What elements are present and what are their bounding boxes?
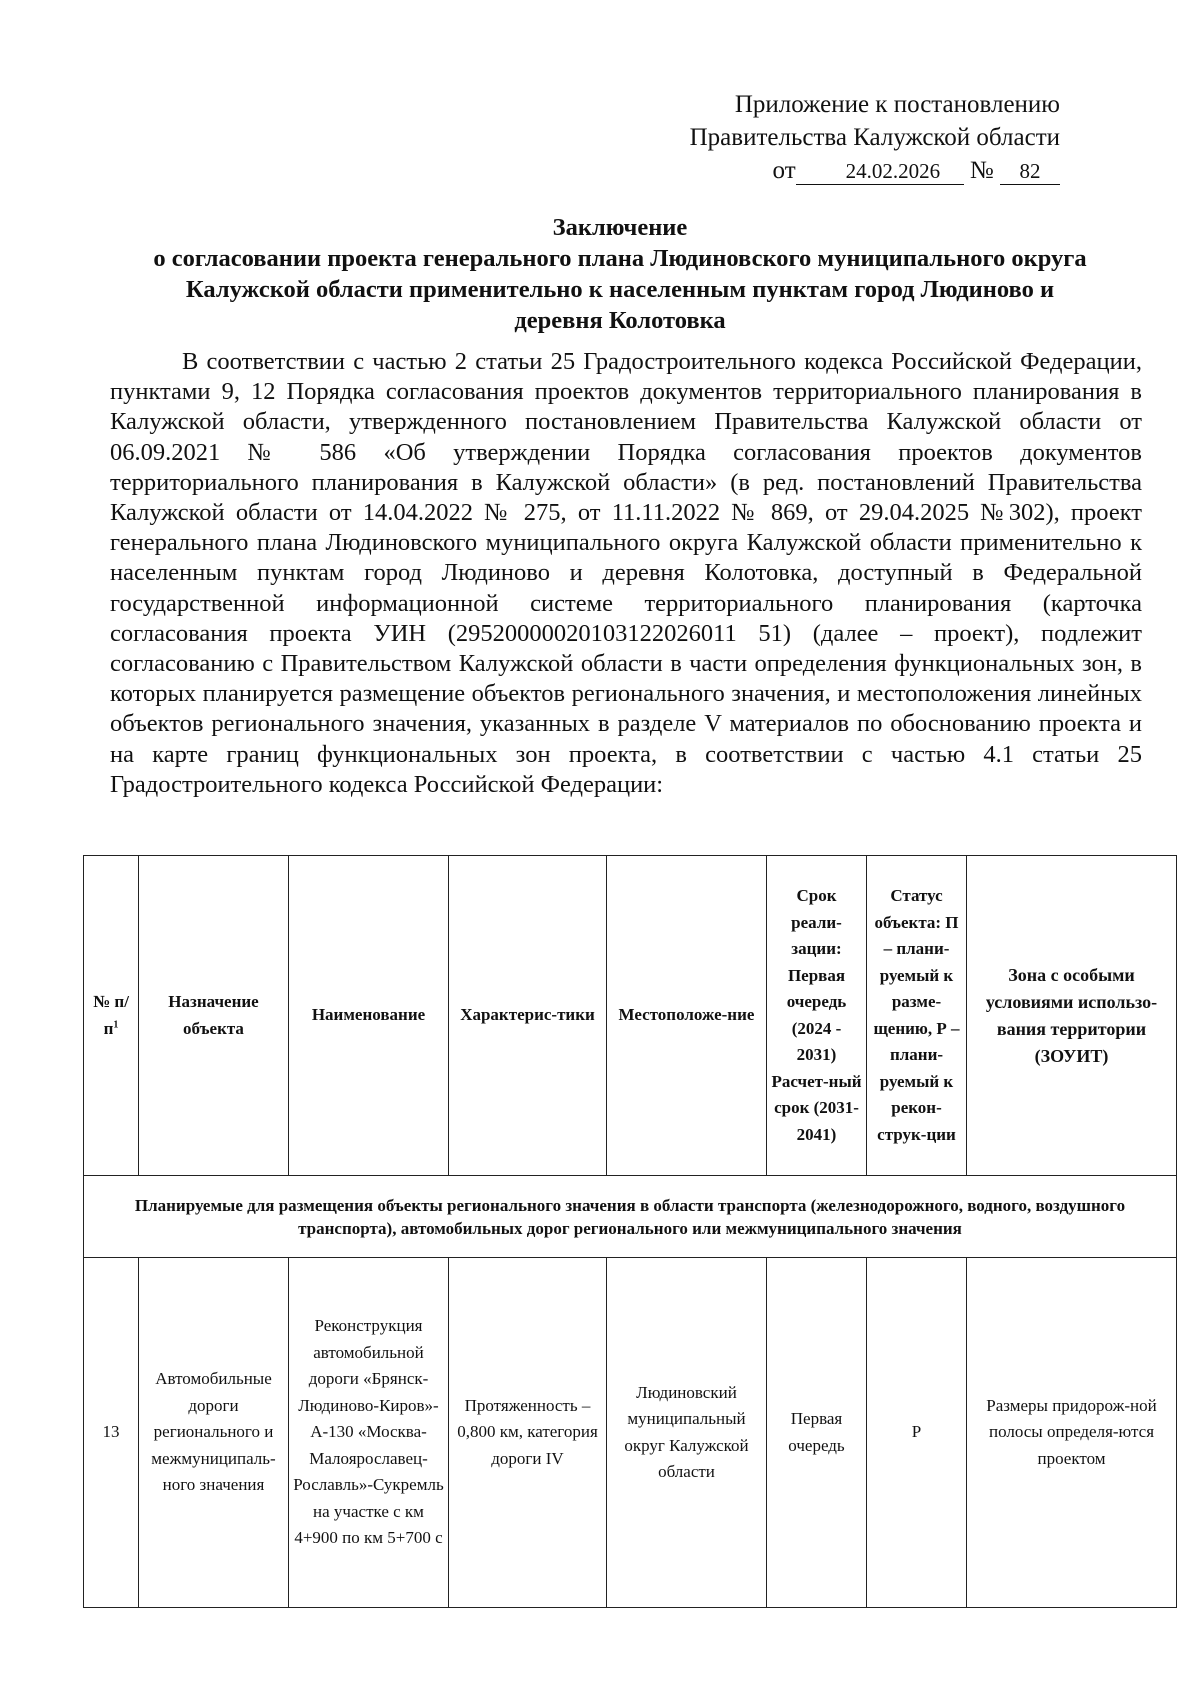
footnote-mark: 1 bbox=[113, 1018, 119, 1030]
number-label: № bbox=[969, 157, 994, 184]
cell-name: Реконструкция автомобильной дороги «Брянск-Людиново-Киров»-А-130 «Москва-Малоярославец-Рославль»-Сукремль на участке с км 4+900 по км 5+700 с bbox=[289, 1258, 449, 1608]
section-title: Планируемые для размещения объекты регионального значения в области транспорта (железнодорожного, водного, воздушного транспорта), автомобильных дорог регионального или межмуниципального значения bbox=[84, 1176, 1177, 1258]
header-num: № $п/п^1$ bbox=[84, 856, 139, 1176]
header-characteristics: Характерис-тики bbox=[449, 856, 607, 1176]
appendix-header bbox=[690, 88, 1060, 187]
header-location: Местоположе-ние bbox=[607, 856, 767, 1176]
appendix-line-2: Правительства Калужской области bbox=[689, 124, 1060, 151]
from-label: от bbox=[772, 157, 796, 184]
cell-location: Людиновский муниципальный округ Калужской области bbox=[607, 1258, 767, 1608]
cell-zone: Размеры придорож-ной полосы определя-ются проектом bbox=[967, 1258, 1177, 1608]
table-header-row bbox=[84, 856, 1177, 1176]
resolution-number: 82 bbox=[1000, 158, 1060, 185]
objects-table bbox=[83, 855, 1177, 1608]
title-line-1: Заключение bbox=[552, 214, 688, 241]
cell-purpose: Автомобильные дороги регионального и межмуниципаль-ного значения bbox=[139, 1258, 289, 1608]
cell-characteristics: Протяженность – 0,800 км, категория дороги IV bbox=[449, 1258, 607, 1608]
title-line-2: о согласовании проекта генерального плана Людиновского муниципального округа bbox=[153, 245, 1087, 272]
document-title bbox=[110, 212, 1130, 336]
header-purpose: Назначение объекта bbox=[139, 856, 289, 1176]
cell-status: Р bbox=[867, 1258, 967, 1608]
appendix-line-1: Приложение к постановлению bbox=[734, 91, 1060, 118]
header-name: Наименование bbox=[289, 856, 449, 1176]
table-row bbox=[84, 1258, 1177, 1608]
header-status: Статус объекта: П – плани-руемый к разме-щению, Р – плани-руемый к рекон-струк-ции bbox=[867, 856, 967, 1176]
section-row bbox=[84, 1176, 1177, 1258]
title-line-3: Калужской области применительно к населенным пунктам город Людиново и bbox=[185, 276, 1055, 303]
cell-term: Первая очередь bbox=[767, 1258, 867, 1608]
header-zone: Зона с особыми условиями использо-вания территории (ЗОУИТ) bbox=[967, 856, 1177, 1176]
title-line-4: деревня Колотовка bbox=[514, 307, 726, 334]
resolution-date: 24.02.2026 bbox=[796, 158, 964, 185]
header-term: Срок реали-зации: Первая очередь (2024 - 2031) Расчет-ный срок (2031-2041) bbox=[767, 856, 867, 1176]
appendix-date-row bbox=[690, 154, 1060, 187]
body-paragraph: В соответствии с частью 2 статьи 25 Градостроительного кодекса Российской Федерации, пунктами 9, 12 Порядка согласования проектов документов территориального планирования в Калужской области, утвержденного постановлением Правительства Калужской области от 06.09.2021 № 586 «Об утверждении Порядка согласования проектов документов территориального планирования в Калужской области» (в ред. постановлений Правительства Калужской области от 14.04.2022 № 275, от 11.11.2022 № 869, от 29.04.2025 №302), проект генерального плана Людиновского муниципального округа Калужской области применительно к населенным пунктам город Людиново и деревня Колотовка, доступный в Федеральной государственной информационной системе территориального планирования (карточка согласования проекта УИН (29520000020103122026011 51) (далее – проект), подлежит согласованию с Правительством Калужской области в части определения функциональных зон, в которых планируется размещение объектов регионального значения, и местоположения линейных объектов регионального значения, указанных в разделе V материалов по обоснованию проекта и на карте границ функциональных зон проекта, в соответствии с частью 4.1 статьи 25 Градостроительного кодекса Российской Федерации: bbox=[110, 348, 1142, 798]
cell-num: 13 bbox=[84, 1258, 139, 1608]
